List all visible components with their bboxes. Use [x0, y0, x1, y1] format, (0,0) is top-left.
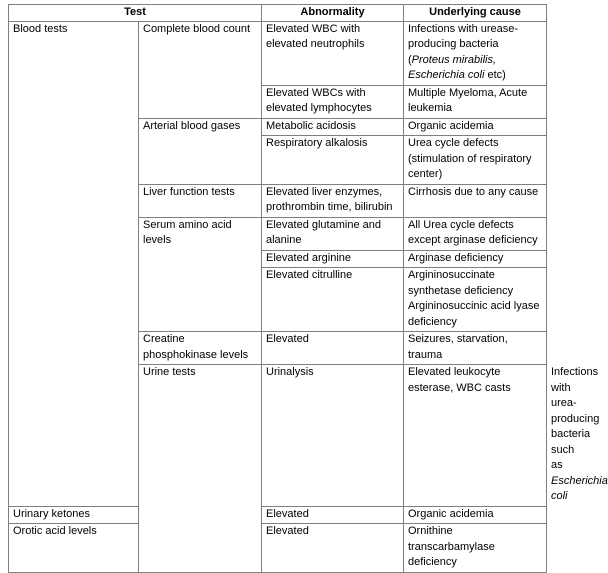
test-complete-blood-count: Complete blood count	[139, 21, 262, 118]
cause-cell	[404, 21, 547, 85]
test-arterial-blood-gases: Arterial blood gases	[139, 118, 262, 184]
abnormality-cell: Elevated	[262, 524, 404, 573]
cause-cell: Organic acidemia	[404, 506, 547, 524]
test-urinary-ketones: Urinary ketones	[9, 506, 139, 524]
abnormality-cell: Respiratory alkalosis	[262, 136, 404, 185]
cause-text: Infections with urease-producing bacteria (	[408, 22, 519, 66]
header-row	[9, 5, 547, 22]
test-orotic-acid-levels: Orotic acid levels	[9, 524, 139, 573]
cause-cell: Arginase deficiency	[404, 250, 547, 268]
header-test: Test	[9, 5, 262, 22]
test-urinalysis: Urinalysis	[262, 365, 404, 507]
group-urine-tests: Urine tests	[139, 365, 262, 573]
cause-cell: Organic acidemia	[404, 118, 547, 136]
cause-cell: Cirrhosis due to any cause	[404, 184, 547, 217]
cause-cell: All Urea cycle defects except arginase deficiency	[404, 217, 547, 250]
group-blood-tests: Blood tests	[9, 21, 139, 506]
abnormality-cell: Elevated glutamine and alanine	[262, 217, 404, 250]
abnormality-cell: Elevated liver enzymes, prothrombin time, bilirubin	[262, 184, 404, 217]
test-creatine-phosphokinase-levels: Creatine phosphokinase levels	[139, 332, 262, 365]
cause-cell: Urea cycle defects (stimulation of respiratory center)	[404, 136, 547, 185]
header-underlying-cause: Underlying cause	[404, 5, 547, 22]
abnormality-cell: Elevated WBCs with elevated lymphocytes	[262, 85, 404, 118]
header-abnormality: Abnormality	[262, 5, 404, 22]
lab-tests-table	[8, 4, 608, 573]
table-row	[9, 506, 547, 524]
abnormality-cell: Elevated WBC with elevated neutrophils	[262, 21, 404, 85]
cause-cell: Ornithine transcarbamylase deficiency	[404, 524, 547, 573]
cause-cell: Argininosuccinate synthetase deficiency Argininosuccinic acid lyase deficiency	[404, 268, 547, 332]
table-row	[9, 524, 547, 573]
cause-cell: Seizures, starvation, trauma	[404, 332, 547, 365]
cause-italic-text: Escherichia coli	[551, 474, 608, 502]
test-liver-function-tests: Liver function tests	[139, 184, 262, 217]
abnormality-cell: Elevated leukocyte esterase, WBC casts	[404, 365, 547, 507]
test-serum-amino-acid-levels: Serum amino acid levels	[139, 217, 262, 332]
table-row	[9, 21, 547, 85]
abnormality-cell: Elevated	[262, 332, 404, 365]
abnormality-cell: Elevated citrulline	[262, 268, 404, 332]
abnormality-cell: Elevated	[262, 506, 404, 524]
cause-text: Infections with urea-producing bacteria such as	[551, 366, 600, 471]
cause-cell: Multiple Myeloma, Acute leukemia	[404, 85, 547, 118]
abnormality-cell: Metabolic acidosis	[262, 118, 404, 136]
abnormality-cell: Elevated arginine	[262, 250, 404, 268]
cause-italic-text: Proteus mirabilis, Escherichia coli	[408, 53, 497, 81]
cause-text: etc)	[484, 69, 506, 81]
